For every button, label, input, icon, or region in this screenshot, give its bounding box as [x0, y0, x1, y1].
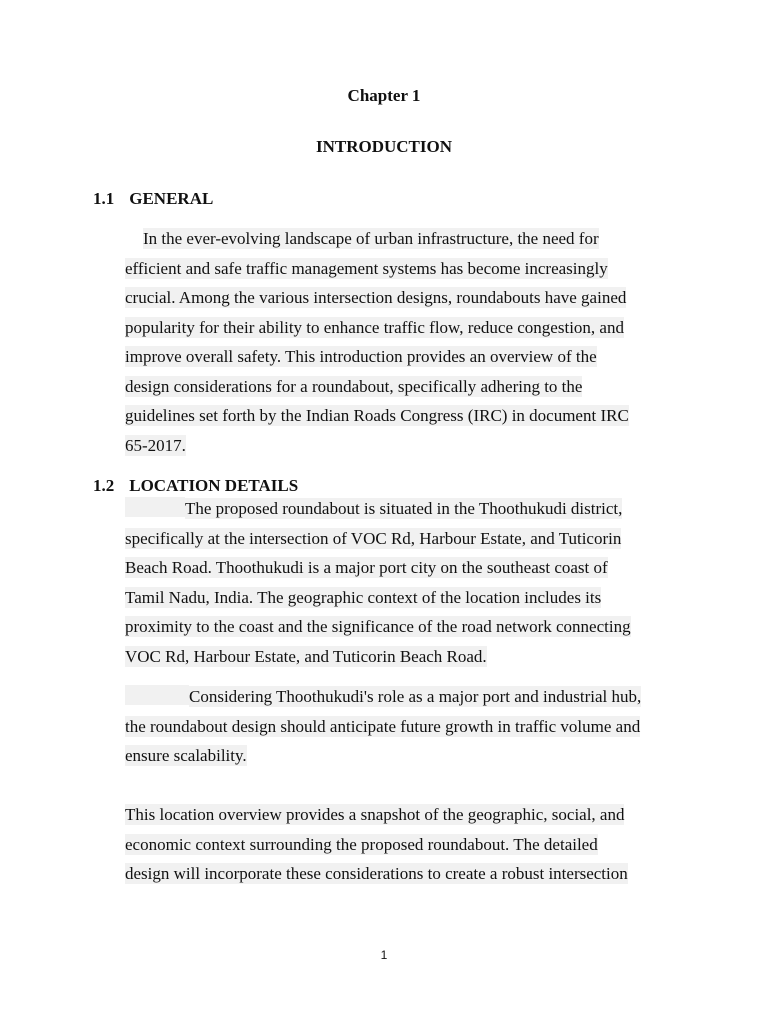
chapter-title: INTRODUCTION — [315, 137, 453, 156]
paragraph-location-1 — [125, 497, 685, 674]
section-heading-general — [93, 189, 213, 209]
paragraph-line: Considering Thoothukudi's role as a major port and industrial hub, — [125, 685, 685, 715]
paragraph-line: crucial. Among the various intersection designs, roundabouts have gained — [125, 288, 627, 307]
paragraph-line: Beach Road. Thoothukudi is a major port city on the southeast coast of — [125, 558, 608, 577]
paragraph-line: popularity for their ability to enhance traffic flow, reduce congestion, and — [125, 317, 624, 337]
paragraph-location-2 — [125, 685, 685, 774]
paragraph-line: The proposed roundabout is situated in the Thoothukudi district, — [125, 497, 685, 527]
section-heading-location-details — [93, 476, 298, 496]
paragraph-line: VOC Rd, Harbour Estate, and Tuticorin Beach Road. — [125, 646, 487, 666]
paragraph-line: ensure scalability. — [125, 746, 247, 765]
section-title: LOCATION DETAILS — [129, 476, 299, 495]
paragraph-line: design considerations for a roundabout, specifically adhering to the — [125, 376, 583, 396]
paragraph-line: economic context surrounding the proposed roundabout. The detailed — [125, 834, 598, 854]
paragraph-line: specifically at the intersection of VOC Rd, Harbour Estate, and Tuticorin — [125, 528, 622, 548]
paragraph-line: proximity to the coast and the significance of the road network connecting — [125, 617, 631, 636]
paragraph-line: the roundabout design should anticipate future growth in traffic volume and — [125, 716, 641, 736]
section-title: GENERAL — [129, 189, 214, 208]
chapter-label: Chapter 1 — [347, 86, 421, 105]
paragraph-line: improve overall safety. This introduction provides an overview of the — [125, 347, 597, 366]
paragraph-location-3 — [125, 803, 685, 892]
section-number: 1.1 — [93, 189, 115, 208]
paragraph-line: 65-2017. — [125, 435, 186, 455]
paragraph-line: design will incorporate these considerations to create a robust intersection — [125, 864, 628, 883]
paragraph-line: This location overview provides a snapshot of the geographic, social, and — [125, 805, 625, 824]
paragraph-line: Tamil Nadu, India. The geographic context of the location includes its — [125, 587, 602, 607]
paragraph-line: In the ever-evolving landscape of urban infrastructure, the need for — [143, 229, 599, 248]
section-number: 1.2 — [93, 476, 115, 495]
paragraph-general — [125, 227, 685, 463]
paragraph-line: guidelines set forth by the Indian Roads Congress (IRC) in document IRC — [125, 406, 629, 425]
page-number: 1 — [380, 948, 388, 962]
paragraph-line: efficient and safe traffic management systems has become increasingly — [125, 258, 608, 278]
